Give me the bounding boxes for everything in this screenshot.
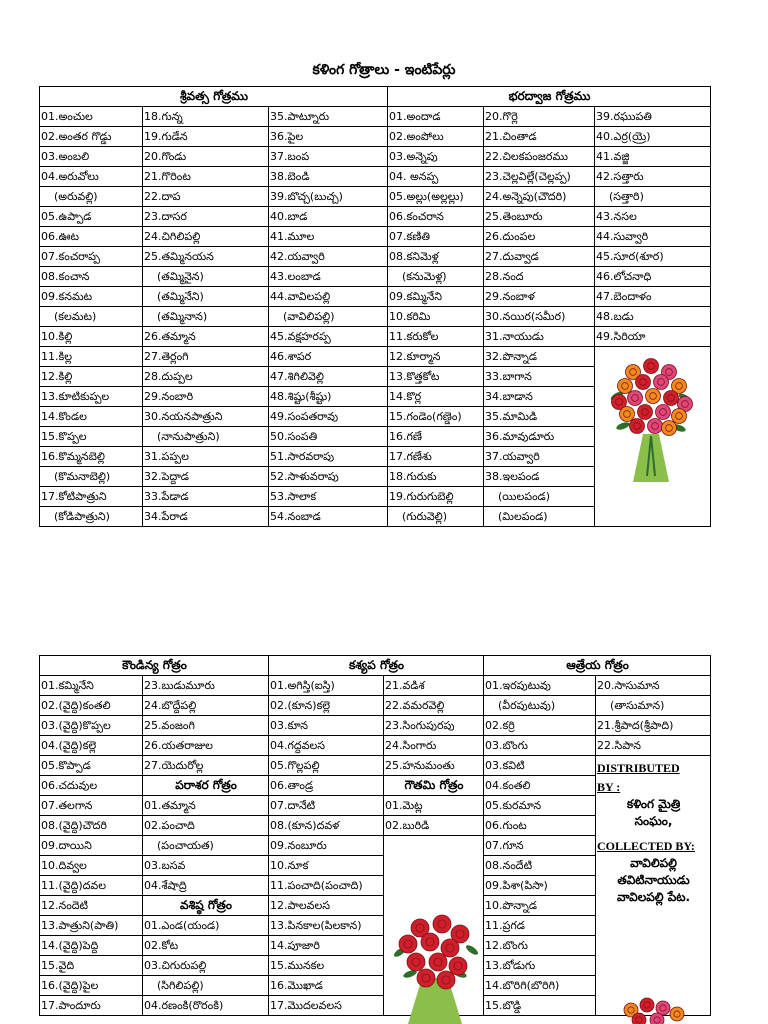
distributed-by-label: BY : [597, 780, 621, 794]
rose-flower [630, 419, 645, 434]
table-cell: 03.కూన [269, 716, 384, 736]
table-cell: 30.నయనపాత్రుని [143, 407, 269, 427]
rose-flower [646, 389, 661, 404]
table-cell: 01.ఇరపుటువు [484, 676, 596, 696]
table-cell: 51.సారవరాపు [269, 447, 388, 467]
table-cell: 12.పాలవలస [269, 896, 384, 916]
table-cell: 23.దాసర [143, 207, 269, 227]
table-cell: 01.ఎండ(యండ) [143, 916, 269, 936]
table-cell: 03.బసవ [143, 856, 269, 876]
table-cell: 11.కిల్ల [40, 347, 143, 367]
table-cell: 20.గొండు [143, 147, 269, 167]
table-cell: 30.నయిర(సమీర) [484, 307, 595, 327]
table-cell: 03.బొంగు [484, 736, 596, 756]
table-cell: 46.శాపర [269, 347, 388, 367]
table-cell: 23.చెల్లవిల్లే(చెల్లప్ప) [484, 167, 595, 187]
table-cell: 02.అంపోలు [388, 127, 484, 147]
table-cell: 01.అందాడ [388, 107, 484, 127]
table-cell: 23.సింగుపురపు [384, 716, 484, 736]
table-cell: (కోడిపాత్రుని) [40, 507, 143, 527]
table-cell: 03.అంబలి [40, 147, 143, 167]
table-cell: 46.లోచనాధి [595, 267, 711, 287]
table-cell: 16.మొఖాడ [269, 976, 384, 996]
table-cell: 10.పొన్నాడ [484, 896, 596, 916]
rose-flower [662, 421, 677, 436]
distributor-name: సంఘం, [634, 814, 673, 828]
table-cell: 06.కంచరాన [388, 207, 484, 227]
table-cell: 41.వజ్జి [595, 147, 711, 167]
table-cell: 21.గొరింట [143, 167, 269, 187]
table-cell: 01.అగిస్తి(ఐస్తి) [269, 676, 384, 696]
rose-flower [449, 957, 467, 975]
table-cell: (తమ్మినైన) [143, 267, 269, 287]
table-cell: (తాసుమాన) [596, 696, 711, 716]
table-cell: 44.వావిలపల్లి [269, 287, 388, 307]
table-cell: 20.గొర్లె [484, 107, 595, 127]
table-cell: 15.బొడ్డి [484, 996, 596, 1016]
table-cell: 21.శ్రీపాద(శ్రీపాది) [596, 716, 711, 736]
table-cell: 09.కమ్మినేని [388, 287, 484, 307]
table-cell: 12.బొంగు [484, 936, 596, 956]
table-cell: (మిలపండ) [484, 507, 595, 527]
table-cell: 09.కనమట [40, 287, 143, 307]
table-cell: 04. అనప్ప [388, 167, 484, 187]
table-cell: 03.కవిటి [484, 756, 596, 776]
table-cell: 04.కంతలి [484, 776, 596, 796]
table-row [40, 287, 711, 307]
table-cell: 49.సంపతరావు [269, 407, 388, 427]
table-cell: 20.సాసుమాన [596, 676, 711, 696]
table-cell: 11.పంచాది(పంచాది) [269, 876, 384, 896]
rose-flower [644, 359, 659, 374]
table-cell: 25.వంజంగి [143, 716, 269, 736]
table-cell: 45.వక్షహరప్ప [269, 327, 388, 347]
rose-flower [656, 405, 671, 420]
table-cell: 13.కొత్తకోట [388, 367, 484, 387]
table-cell: 08.(కూన)దవళ [269, 816, 384, 836]
table-cell: 24.చిగిలిపల్లి [143, 227, 269, 247]
table-row [40, 207, 711, 227]
table-cell: 15.మునకల [269, 956, 384, 976]
table-cell: 17.గణేశు [388, 447, 484, 467]
table-row [40, 267, 711, 287]
table-cell: 06.తాండ్ర [269, 776, 384, 796]
table-row [40, 147, 711, 167]
table-cell: 26.తమ్మాన [143, 327, 269, 347]
table-cell: 12.నందెటి [40, 896, 143, 916]
table-cell: 06.ఊట [40, 227, 143, 247]
rose-flower [664, 391, 679, 406]
table-cell: (కనుమెళ్ల) [388, 267, 484, 287]
table-cell: (గురువెల్లి) [388, 507, 484, 527]
table-cell: 48.బడు [595, 307, 711, 327]
table-cell: 14.(వైద్ది)పెద్ది [40, 936, 143, 956]
rose-flower [628, 391, 643, 406]
table-cell: 40.బాడ [269, 207, 388, 227]
header-kaundinya-gotram: కౌండిన్య గోత్రం [40, 656, 269, 676]
table-cell: (నానుపాత్రుని) [143, 427, 269, 447]
small-bouquet-image [617, 996, 687, 1024]
table-cell: 27.దువ్వాడ [484, 247, 595, 267]
table-cell: 44.సువ్వారి [595, 227, 711, 247]
rose-flower [648, 419, 663, 434]
gotram-table-2 [39, 655, 711, 1016]
table-cell: 47.బెందాళం [595, 287, 711, 307]
table-cell: 06.గుంట [484, 816, 596, 836]
table-cell: 32.పెద్దాడ [143, 467, 269, 487]
table-cell: 05.కురమాన [484, 796, 596, 816]
header-atreya-gotram: ఆత్రేయ గోత్రం [484, 656, 711, 676]
table-cell: 17.పాందూరు [40, 996, 143, 1016]
table-cell: 33.బాగాన [484, 367, 595, 387]
table-cell: (తమ్మినేని) [143, 287, 269, 307]
table-cell: 24.బొద్దేపల్లి [143, 696, 269, 716]
table-cell: 24.సింగారు [384, 736, 484, 756]
table-row [40, 227, 711, 247]
table-cell: 29.నంబారి [143, 387, 269, 407]
table-row [40, 676, 711, 696]
table-cell: 03.చిగురుపల్లి [143, 956, 269, 976]
table-cell: 27.తెర్లంగి [143, 347, 269, 367]
table-cell: 34.బాడాన [484, 387, 595, 407]
table-cell: 03.అన్నెపు [388, 147, 484, 167]
table-cell: 42.యవ్వారి [269, 247, 388, 267]
table-cell: 28.దుప్పల [143, 367, 269, 387]
table-cell: 04.(వైద్ది)కల్లె [40, 736, 143, 756]
table-cell: (కలమట) [40, 307, 143, 327]
table-cell: 18.గున్న [143, 107, 269, 127]
table-cell: 15.గండెం(గణ్డెం) [388, 407, 484, 427]
table-cell: 29.నంబాళ [484, 287, 595, 307]
table-cell: 19.గుడేన [143, 127, 269, 147]
table-cell: 17.మొదలవలస [269, 996, 384, 1016]
table-cell: 01.మెట్ల [384, 796, 484, 816]
leaf [615, 421, 630, 431]
table-cell: 52.సాళువరాపు [269, 467, 388, 487]
table-cell: 21.వడిశ [384, 676, 484, 696]
table-cell: 33.పేడాడ [143, 487, 269, 507]
rose-flower [654, 375, 669, 390]
table-row [40, 127, 711, 147]
table-cell: 16.(వైద్ది)పైల [40, 976, 143, 996]
collector-name: తవిటినాయుడు [617, 873, 690, 887]
table-cell: 49.సిరియా [595, 327, 711, 347]
leaf [465, 944, 480, 957]
table-cell: 37.బంప [269, 147, 388, 167]
table-cell: 14.పూజారి [269, 936, 384, 956]
table-cell: 10.కరిమి [388, 307, 484, 327]
table-cell: 36.మావుడూరు [484, 427, 595, 447]
table-cell: 02.(వైద్ది)కంతలి [40, 696, 143, 716]
table-cell: 36.పైల [269, 127, 388, 147]
table-cell: 12.కిల్లి [40, 367, 143, 387]
rose-flower [421, 933, 439, 951]
table-cell: 07.కణితి [388, 227, 484, 247]
table-cell: 10.నూక [269, 856, 384, 876]
collector-name: వావిలిపల్లి [630, 856, 677, 870]
table-cell: 10.దివ్వల [40, 856, 143, 876]
table-cell: 35.మామిడి [484, 407, 595, 427]
table-cell: 05.అల్లు(అల్లల్లు) [388, 187, 484, 207]
table-cell: 27.యెదురోల్ల [143, 756, 269, 776]
rose-flower [407, 953, 425, 971]
rose-flower [632, 1013, 646, 1024]
table-cell: 05.కొప్పాడ [40, 756, 143, 776]
table-cell: 08.కంచాన [40, 267, 143, 287]
table-cell: 07.కంచరాప్ప [40, 247, 143, 267]
rose-flower [670, 1007, 684, 1021]
table-cell: 23.బుడుమూరు [143, 676, 269, 696]
table-cell: 34.పేరాడ [143, 507, 269, 527]
table-cell: 50.సంపతి [269, 427, 388, 447]
table-row [40, 187, 711, 207]
table-row [40, 327, 711, 347]
table-cell: (సిగిలిపల్లి) [143, 976, 269, 996]
table-row [40, 307, 711, 327]
table-cell: 07.గూన [484, 836, 596, 856]
header-kashyapa-gotram: కశ్యప గోత్రం [269, 656, 484, 676]
collector-name: వావిలపల్లి పేట. [616, 890, 691, 904]
rose-bouquet-image [603, 356, 699, 484]
table-cell: 04.శేషాద్రి [143, 876, 269, 896]
rose-flower [618, 379, 633, 394]
table-cell: (అరువల్లి) [40, 187, 143, 207]
rose-flower [650, 1013, 664, 1024]
table-header-row [40, 656, 711, 676]
table-cell: 11.ప్రగడ [484, 916, 596, 936]
table-cell: 47.శిగిలివెల్లి [269, 367, 388, 387]
table-cell: 17.కోటిపాత్రుని [40, 487, 143, 507]
table-row [40, 756, 711, 776]
table-cell: 01.అంచుల [40, 107, 143, 127]
table-row [40, 716, 711, 736]
table-row [40, 247, 711, 267]
rose-flower [672, 409, 687, 424]
table-cell: 26.యతరాజుల [143, 736, 269, 756]
table-cell: 39.బొచ్చ(బుచ్చ) [269, 187, 388, 207]
table-cell: 09.నంబూరు [269, 836, 384, 856]
rose-flower [429, 953, 447, 971]
table-cell: 39.రఘుపతి [595, 107, 711, 127]
distributed-label: DISTRIBUTED [597, 761, 680, 775]
table-cell: 05.ఉప్పాడ [40, 207, 143, 227]
rose-flower [636, 375, 651, 390]
rose-flower [620, 407, 635, 422]
table-cell: 26.దుంపల [484, 227, 595, 247]
credits-cell [596, 756, 711, 1016]
table-cell: 31.నాయుడు [484, 327, 595, 347]
table-cell: 45.సూర(శూర) [595, 247, 711, 267]
table-cell: 25.తెంబూరు [484, 207, 595, 227]
table-cell: 16.కొమ్మనబెల్లి [40, 447, 143, 467]
table-cell: 35.పాట్నూరు [269, 107, 388, 127]
table-cell: 13.పాత్రుని(పాతి) [40, 916, 143, 936]
table-row [40, 107, 711, 127]
rose-flower [433, 915, 451, 933]
collected-by-label: COLLECTED BY: [597, 839, 695, 853]
table-cell: 09.దాయిని [40, 836, 143, 856]
red-roses-image [386, 912, 484, 1024]
table-cell: 21.చింతాడ [484, 127, 595, 147]
table-cell: 31.పప్పల [143, 447, 269, 467]
page-title: కళింగ గోత్రాలు - ఇంటిపేర్లు [312, 62, 456, 78]
table-cell: 06.చదువుల [40, 776, 143, 796]
table-cell: 08.కనిమెళ్ల [388, 247, 484, 267]
table-cell: 12.కూర్మాన [388, 347, 484, 367]
table-cell: (పంచాయత) [143, 836, 269, 856]
rose-flower [638, 405, 653, 420]
table-cell: 02.కోట [143, 936, 269, 956]
header-srivatsa-gotram: శ్రీవత్స గోత్రము [40, 87, 388, 107]
table-cell: 43.నసల [595, 207, 711, 227]
table-cell: 40.ఎర్ర(య్రె) [595, 127, 711, 147]
table-cell: 43.లంబాడ [269, 267, 388, 287]
table-cell: 25.తమ్మినయన [143, 247, 269, 267]
table-cell: 14.బొరిగి(బొరిగి) [484, 976, 596, 996]
table-cell: 08.(వైద్ది)చౌదరి [40, 816, 143, 836]
table-cell: 22.వమరవెల్లి [384, 696, 484, 716]
table-cell: 38.ఇలపండ [484, 467, 595, 487]
table-cell: వశిష్ఠ గోత్రం [143, 896, 269, 916]
table-cell: 25.హనుమంతు [384, 756, 484, 776]
table-cell: 11.(వైద్ది)దవల [40, 876, 143, 896]
table-cell: 41.మూల [269, 227, 388, 247]
rose-flower [441, 939, 459, 957]
table-cell: 02.బురిడి [384, 816, 484, 836]
table-cell: 02.కర్రి [484, 716, 596, 736]
table-cell: 22.సిపాన [596, 736, 711, 756]
table-cell: 19.గురుగుబెల్లి [388, 487, 484, 507]
rose-flower [417, 969, 435, 987]
table-cell: 38.బెండి [269, 167, 388, 187]
table-cell: 04.గద్దవలస [269, 736, 384, 756]
table-cell: 03.(వైద్ది)కొప్పల [40, 716, 143, 736]
table-cell: 13.పినకాల(పిలకాన) [269, 916, 384, 936]
table-cell: (వీరపుటువు) [484, 696, 596, 716]
table-cell: 13.బోడుగు [484, 956, 596, 976]
distributor-name: కళింగ మైత్రి [626, 797, 681, 811]
table-cell: (కొమనాబెల్లి) [40, 467, 143, 487]
rose-flower [437, 971, 455, 989]
table-cell: 08.నందేటి [484, 856, 596, 876]
rose-flower [640, 998, 654, 1012]
table-cell: 28.నంద [484, 267, 595, 287]
table-cell: 24.అన్నెపు(చౌదరి) [484, 187, 595, 207]
table-cell: 04.రణంకి(రొరంకి) [143, 996, 269, 1016]
table-cell: 02.(కూన)కల్లె [269, 696, 384, 716]
table-cell: 02.పంచాది [143, 816, 269, 836]
table-header-row [40, 87, 711, 107]
table-cell: 09.పిశా(పిసా) [484, 876, 596, 896]
table-cell: (యిలపండ) [484, 487, 595, 507]
table-cell: 01.తమ్మాన [143, 796, 269, 816]
table-cell: పరాశర గోత్రం [143, 776, 269, 796]
table-cell: 54.నంబాడ [269, 507, 388, 527]
table-cell: (తమ్మినాన) [143, 307, 269, 327]
table-cell: 15.కొప్పల [40, 427, 143, 447]
table-cell: 13.కూటికుప్పల [40, 387, 143, 407]
table-row [40, 167, 711, 187]
table-cell: 37.యవ్వారి [484, 447, 595, 467]
table-cell: 48.శిష్టు(శీష్టు) [269, 387, 388, 407]
table-cell: 22.చిలకపంజరము [484, 147, 595, 167]
table-cell: (సత్తారి) [595, 187, 711, 207]
table-cell: 01.కమ్మినేని [40, 676, 143, 696]
header-bharadwaja-gotram: భరద్వాజ గోత్రము [388, 87, 711, 107]
table-cell: 07.తలగాన [40, 796, 143, 816]
table-row [40, 736, 711, 756]
table-cell: 10.కిల్లి [40, 327, 143, 347]
table-cell: 14.కొండల [40, 407, 143, 427]
table-cell: 22.దాప [143, 187, 269, 207]
table-cell: 02.అంతర గొడ్డు [40, 127, 143, 147]
table-cell: 15.వైది [40, 956, 143, 976]
table-cell: (వావిలిపల్లి) [269, 307, 388, 327]
table-cell: 05.గొల్లపల్లి [269, 756, 384, 776]
table-row [40, 696, 711, 716]
rose-flower [399, 935, 417, 953]
table-cell: గౌతమి గోత్రం [384, 776, 484, 796]
table-cell: 32.పొన్నాడ [484, 347, 595, 367]
table-cell: 18.గురుకు [388, 467, 484, 487]
table-cell: 16.గణే [388, 427, 484, 447]
table-cell: 14.కొర్ల [388, 387, 484, 407]
table-cell: 11.కరుకోల [388, 327, 484, 347]
table-cell: 53.సాలాక [269, 487, 388, 507]
table-cell: 07.దానేటి [269, 796, 384, 816]
table-cell: 04.అరువోలు [40, 167, 143, 187]
table-cell: 42.సత్తారు [595, 167, 711, 187]
